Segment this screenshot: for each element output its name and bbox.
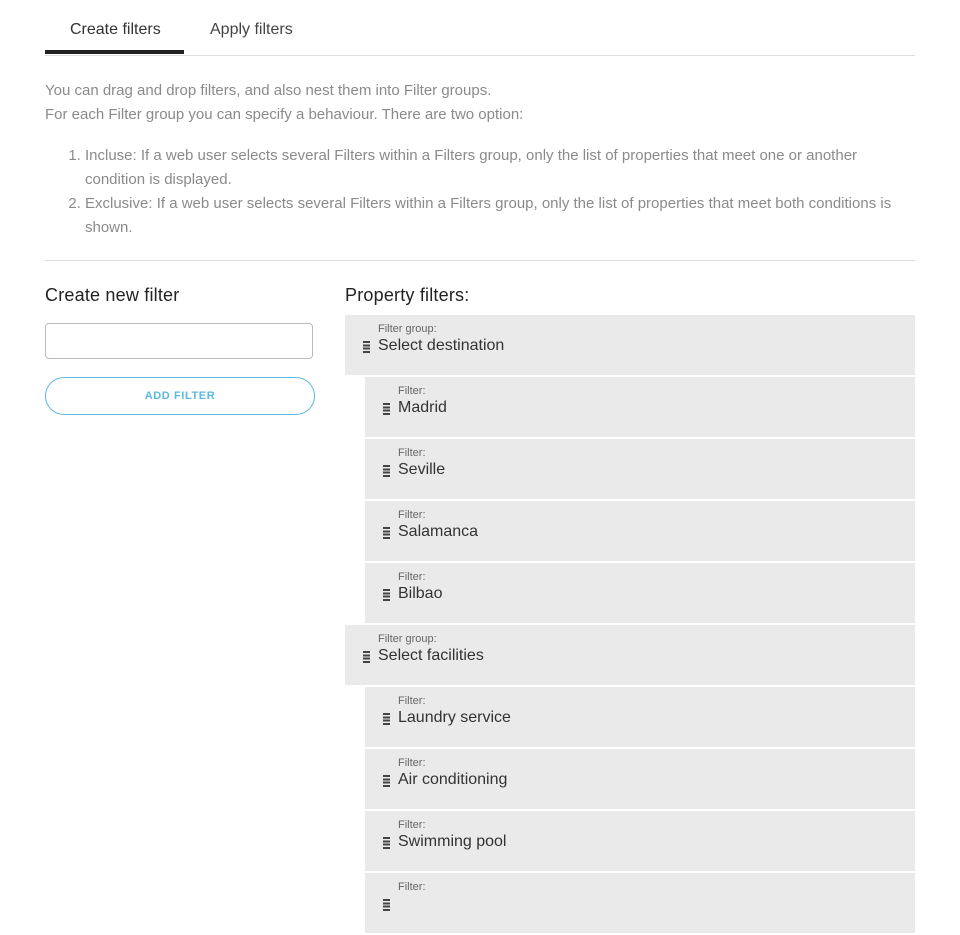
- filter-item[interactable]: [365, 501, 915, 561]
- drag-handle-icon[interactable]: [383, 899, 390, 911]
- instructions: [45, 79, 920, 240]
- item-type-label: Filter:: [398, 509, 426, 521]
- options-list: [45, 144, 920, 240]
- item-name: Seville: [398, 461, 446, 478]
- active-tab-indicator: [45, 50, 184, 54]
- item-name: Select facilities: [378, 647, 484, 664]
- item-type-label: Filter group:: [378, 323, 437, 335]
- instructions-line: You can drag and drop filters, and also nest them into Filter groups.: [45, 82, 492, 99]
- item-name: Laundry service: [398, 709, 511, 726]
- drag-handle-icon[interactable]: [383, 775, 390, 787]
- item-name: Swimming pool: [398, 833, 507, 850]
- item-type-label: Filter:: [398, 571, 426, 583]
- divider: [45, 260, 915, 261]
- filter-item[interactable]: [365, 749, 915, 809]
- item-type-label: Filter group:: [378, 633, 437, 645]
- item-name: Salamanca: [398, 523, 479, 540]
- drag-handle-icon[interactable]: [383, 589, 390, 601]
- drag-handle-icon[interactable]: [383, 713, 390, 725]
- filter-group-item[interactable]: [345, 315, 915, 375]
- property-filters-list: [345, 315, 915, 935]
- filter-item[interactable]: [365, 811, 915, 871]
- item-name: Air conditioning: [398, 771, 508, 788]
- item-type-label: Filter:: [398, 757, 426, 769]
- item-type-label: Filter:: [398, 819, 426, 831]
- instructions-line: For each Filter group you can specify a behaviour. There are two option:: [45, 106, 524, 123]
- filter-item[interactable]: [365, 377, 915, 437]
- option-inclusive: 1. Incluse: If a web user selects several Filters within a Filters group, only the list of properties that meet one or another condition is displayed.: [85, 144, 920, 192]
- new-filter-input[interactable]: [45, 323, 313, 359]
- tab-apply-filters[interactable]: Apply filters: [210, 21, 293, 38]
- drag-handle-icon[interactable]: [383, 527, 390, 539]
- item-type-label: Filter:: [398, 695, 426, 707]
- drag-handle-icon[interactable]: [363, 341, 370, 353]
- drag-handle-icon[interactable]: [363, 651, 370, 663]
- filter-item[interactable]: [365, 687, 915, 747]
- item-name: Bilbao: [398, 585, 443, 602]
- item-name: Select destination: [378, 337, 505, 354]
- property-filters-heading: Property filters:: [345, 285, 470, 305]
- item-type-label: Filter:: [398, 447, 426, 459]
- filter-item[interactable]: [365, 439, 915, 499]
- drag-handle-icon[interactable]: [383, 403, 390, 415]
- option-exclusive: 2. Exclusive: If a web user selects several Filters within a Filters group, only the list of properties that meet both conditions is shown.: [85, 192, 920, 240]
- drag-handle-icon[interactable]: [383, 837, 390, 849]
- item-type-label: Filter:: [398, 881, 426, 893]
- filter-item[interactable]: [365, 873, 915, 933]
- tab-create-filters[interactable]: Create filters: [70, 21, 161, 38]
- create-filter-heading: Create new filter: [45, 285, 180, 305]
- filter-item[interactable]: [365, 563, 915, 623]
- tab-bar: [45, 0, 915, 56]
- filter-group-item[interactable]: [345, 625, 915, 685]
- item-type-label: Filter:: [398, 385, 426, 397]
- item-name: Madrid: [398, 399, 447, 416]
- add-filter-button[interactable]: ADD FILTER: [45, 377, 315, 415]
- drag-handle-icon[interactable]: [383, 465, 390, 477]
